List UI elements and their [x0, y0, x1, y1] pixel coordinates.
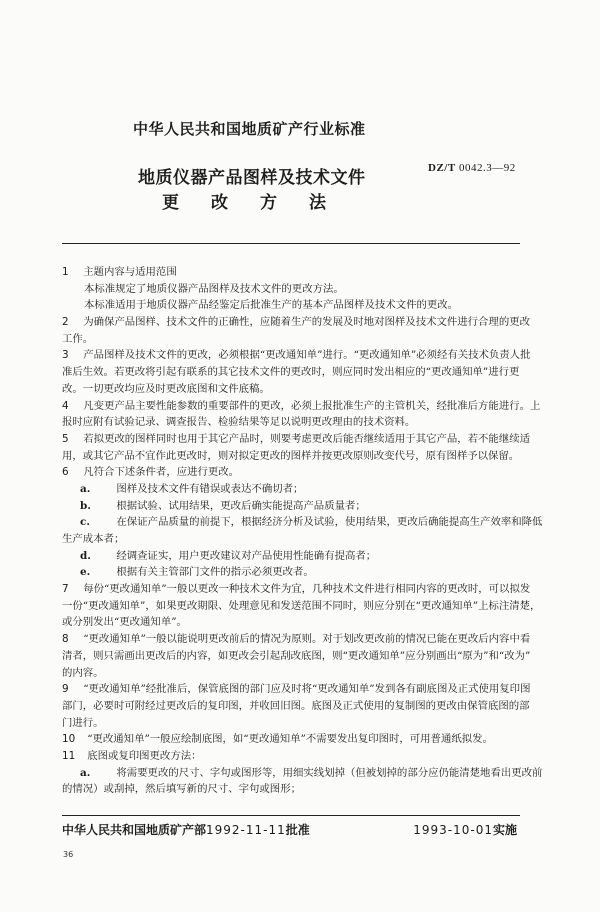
clause-number: 10 — [62, 733, 76, 746]
clause-number: 1 — [62, 266, 69, 278]
text-line — [62, 281, 520, 298]
line-text: 图样及技术文件有错误或表达不确切者； — [116, 482, 304, 495]
sub-item-marker: d. — [80, 549, 91, 562]
line-text: 生产成本者； — [62, 533, 125, 545]
text-line — [62, 781, 520, 798]
line-text: 在保证产品质量的前提下，根据经济分析及试验，使用结果，更改后确能提高生产效率和降低 — [116, 516, 543, 529]
text-line — [62, 448, 520, 465]
line-text: 的情况）或刮掉，然后填写新的尺寸、字句或图形； — [62, 783, 301, 796]
approval-label: 批准 — [285, 823, 310, 837]
approval-info — [62, 821, 310, 838]
line-text: 根据有关主管部门文件的指示必须更改者。 — [116, 566, 314, 579]
text-line — [62, 765, 543, 782]
sub-item-marker: c. — [80, 516, 90, 529]
approval-date: 1992-11-11 — [206, 823, 286, 837]
sub-item-marker: b. — [80, 499, 91, 512]
text-line — [62, 498, 520, 515]
text-line — [62, 631, 531, 648]
sub-item-marker: a. — [80, 766, 91, 779]
implementation-info — [413, 821, 517, 838]
clause-number: 7 — [62, 583, 69, 596]
line-text: 将需要更改的尺寸、字句或图形等，用细实线划掉（但被划掉的部分应仍能清楚地看出更改前 — [116, 766, 543, 779]
line-text: 清者，则只需画出更改后的内容，如更改会引起刮改底图，则“更改通知单”应分别画出“原为”和“改为” — [62, 649, 531, 662]
standard-code — [428, 162, 516, 174]
line-text: 一份“更改通知单”，如果更改期限、处理意见和发送范围不同时，则应分别在“更改通知单”上标注清楚， — [62, 599, 541, 612]
clause-number: 8 — [62, 633, 69, 646]
text-line — [62, 464, 520, 481]
clause-number: 6 — [62, 466, 69, 479]
document-title: 地质仪器产品图样及技术文件 — [138, 168, 366, 188]
text-line — [62, 665, 520, 682]
sub-item-marker: e. — [80, 566, 91, 579]
approval-org: 中华人民共和国地质矿产部 — [62, 823, 207, 837]
line-text: 若拟更改的图样同时也用于其它产品时，则要考虑更改后能否继续适用于其它产品，若不能继续适 — [83, 432, 530, 445]
standard-code-prefix: DZ/T — [428, 162, 456, 174]
line-text: 每份“更改通知单”一般以更改一种技术文件为宜，几种技术文件进行相同内容的更改时，可以拟发 — [83, 583, 531, 596]
subtitle-char: 更 — [162, 193, 179, 213]
text-line — [62, 564, 520, 581]
subtitle-char: 法 — [309, 193, 326, 213]
clause-number: 4 — [62, 399, 69, 412]
text-line — [62, 481, 520, 498]
text-line — [62, 414, 520, 431]
text-line — [62, 548, 520, 565]
text-line — [62, 364, 520, 381]
line-text: “更改通知单”一般以能说明更改前后的情况为原则。对于划改更改前的情况已能在更改后内容中看 — [83, 633, 531, 646]
line-text: 的内容。 — [62, 666, 104, 679]
footer-divider — [62, 815, 520, 816]
line-text: 根据试验、试用结果，更改后确实能提高产品质量者； — [116, 499, 366, 512]
line-text: 准后生效。若更改将引起有联系的其它技术文件的更改时，则应同时发出相应的“更改通知单”进行更 — [62, 366, 520, 379]
text-line — [62, 398, 541, 415]
line-text: 主题内容与适用范围 — [83, 266, 177, 278]
line-text: “更改通知单”一般应绘制底图，如“更改通知单”不需要发出复印图时，可用普通纸拟发。 — [87, 733, 493, 746]
implementation-date: 1993-10-01 — [413, 823, 493, 837]
line-text: 门进行。 — [62, 716, 104, 729]
header-divider — [62, 243, 520, 244]
line-text: 本标准规定了地质仪器产品图样及技术文件的更改方法。 — [84, 282, 344, 295]
line-text: 凡变更产品主要性能参数的重要部件的更改，必须上报批准生产的主管机关，经批准后方能进行。上 — [83, 399, 541, 412]
line-text: 用，或其它产品不宜作此更改时，则对拟定更改的图样并按更改原则改变代号，原有图样予以保留。 — [62, 449, 520, 462]
line-text: 改。一切更改均应及时更改底图和文件底稿。 — [62, 382, 270, 395]
line-text: 本标准适用于地质仪器产品经鉴定后批准生产的基本产品图样及技术文件的更改。 — [84, 299, 459, 312]
subtitle-char: 改 — [211, 193, 228, 213]
text-line — [62, 514, 543, 531]
text-line — [62, 715, 520, 732]
standard-organization: 中华人民共和国地质矿产行业标准 — [133, 120, 366, 138]
line-text: 凡符合下述条件者，应进行更改。 — [83, 466, 240, 479]
page-number: 36 — [63, 850, 74, 859]
text-line — [62, 748, 520, 765]
text-line — [62, 264, 520, 281]
line-text: 底图或复印图更改方法： — [87, 749, 202, 762]
subtitle-char: 方 — [260, 193, 277, 213]
text-line — [62, 331, 520, 348]
clause-number: 5 — [62, 432, 69, 445]
document-body — [62, 264, 543, 798]
text-line — [62, 531, 520, 548]
line-text: 为确保产品图样、技术文件的正确性，应随着生产的发展及时地对图样及技术文件进行合理的更改 — [83, 316, 530, 329]
text-line — [62, 598, 541, 615]
standard-code-number: 0042.3—92 — [458, 162, 516, 174]
text-line — [62, 381, 520, 398]
clause-number: 2 — [62, 316, 69, 329]
line-text: 工作。 — [62, 332, 94, 345]
line-text: “更改通知单”经批准后，保管底图的部门应及时将“更改通知单”发到各有副底图及正式使用复印图 — [83, 683, 531, 696]
text-line — [62, 698, 530, 715]
line-text: 经调查证实，用户更改建议对产品使用性能确有提高者； — [116, 549, 377, 562]
clause-number: 3 — [62, 349, 69, 362]
text-line — [62, 347, 531, 364]
line-text: 部门，必要时可附经过更改后的复印图，并收回旧图。底图及正式使用的复制图的更改由保管底图的部 — [62, 699, 530, 712]
text-line — [62, 297, 520, 314]
line-text: 报时应附有试验记录、调查报告、检验结果等足以说明更改理由的技术资料。 — [62, 416, 416, 429]
line-text: 或分别发出“更改通知单”。 — [62, 616, 187, 629]
implementation-label: 实施 — [492, 823, 517, 837]
text-line — [62, 648, 531, 665]
text-line — [62, 581, 531, 598]
text-line — [62, 681, 531, 698]
document-subtitle — [162, 188, 326, 213]
text-line — [62, 731, 520, 748]
text-line — [62, 614, 520, 631]
line-text: 产品图样及技术文件的更改，必须根据“更改通知单”进行。“更改通知单”必须经有关技术负责人批 — [83, 349, 531, 362]
clause-number: 11 — [62, 749, 76, 762]
clause-number: 9 — [62, 683, 69, 696]
text-line — [62, 314, 530, 331]
text-line — [62, 431, 530, 448]
sub-item-marker: a. — [80, 482, 91, 495]
